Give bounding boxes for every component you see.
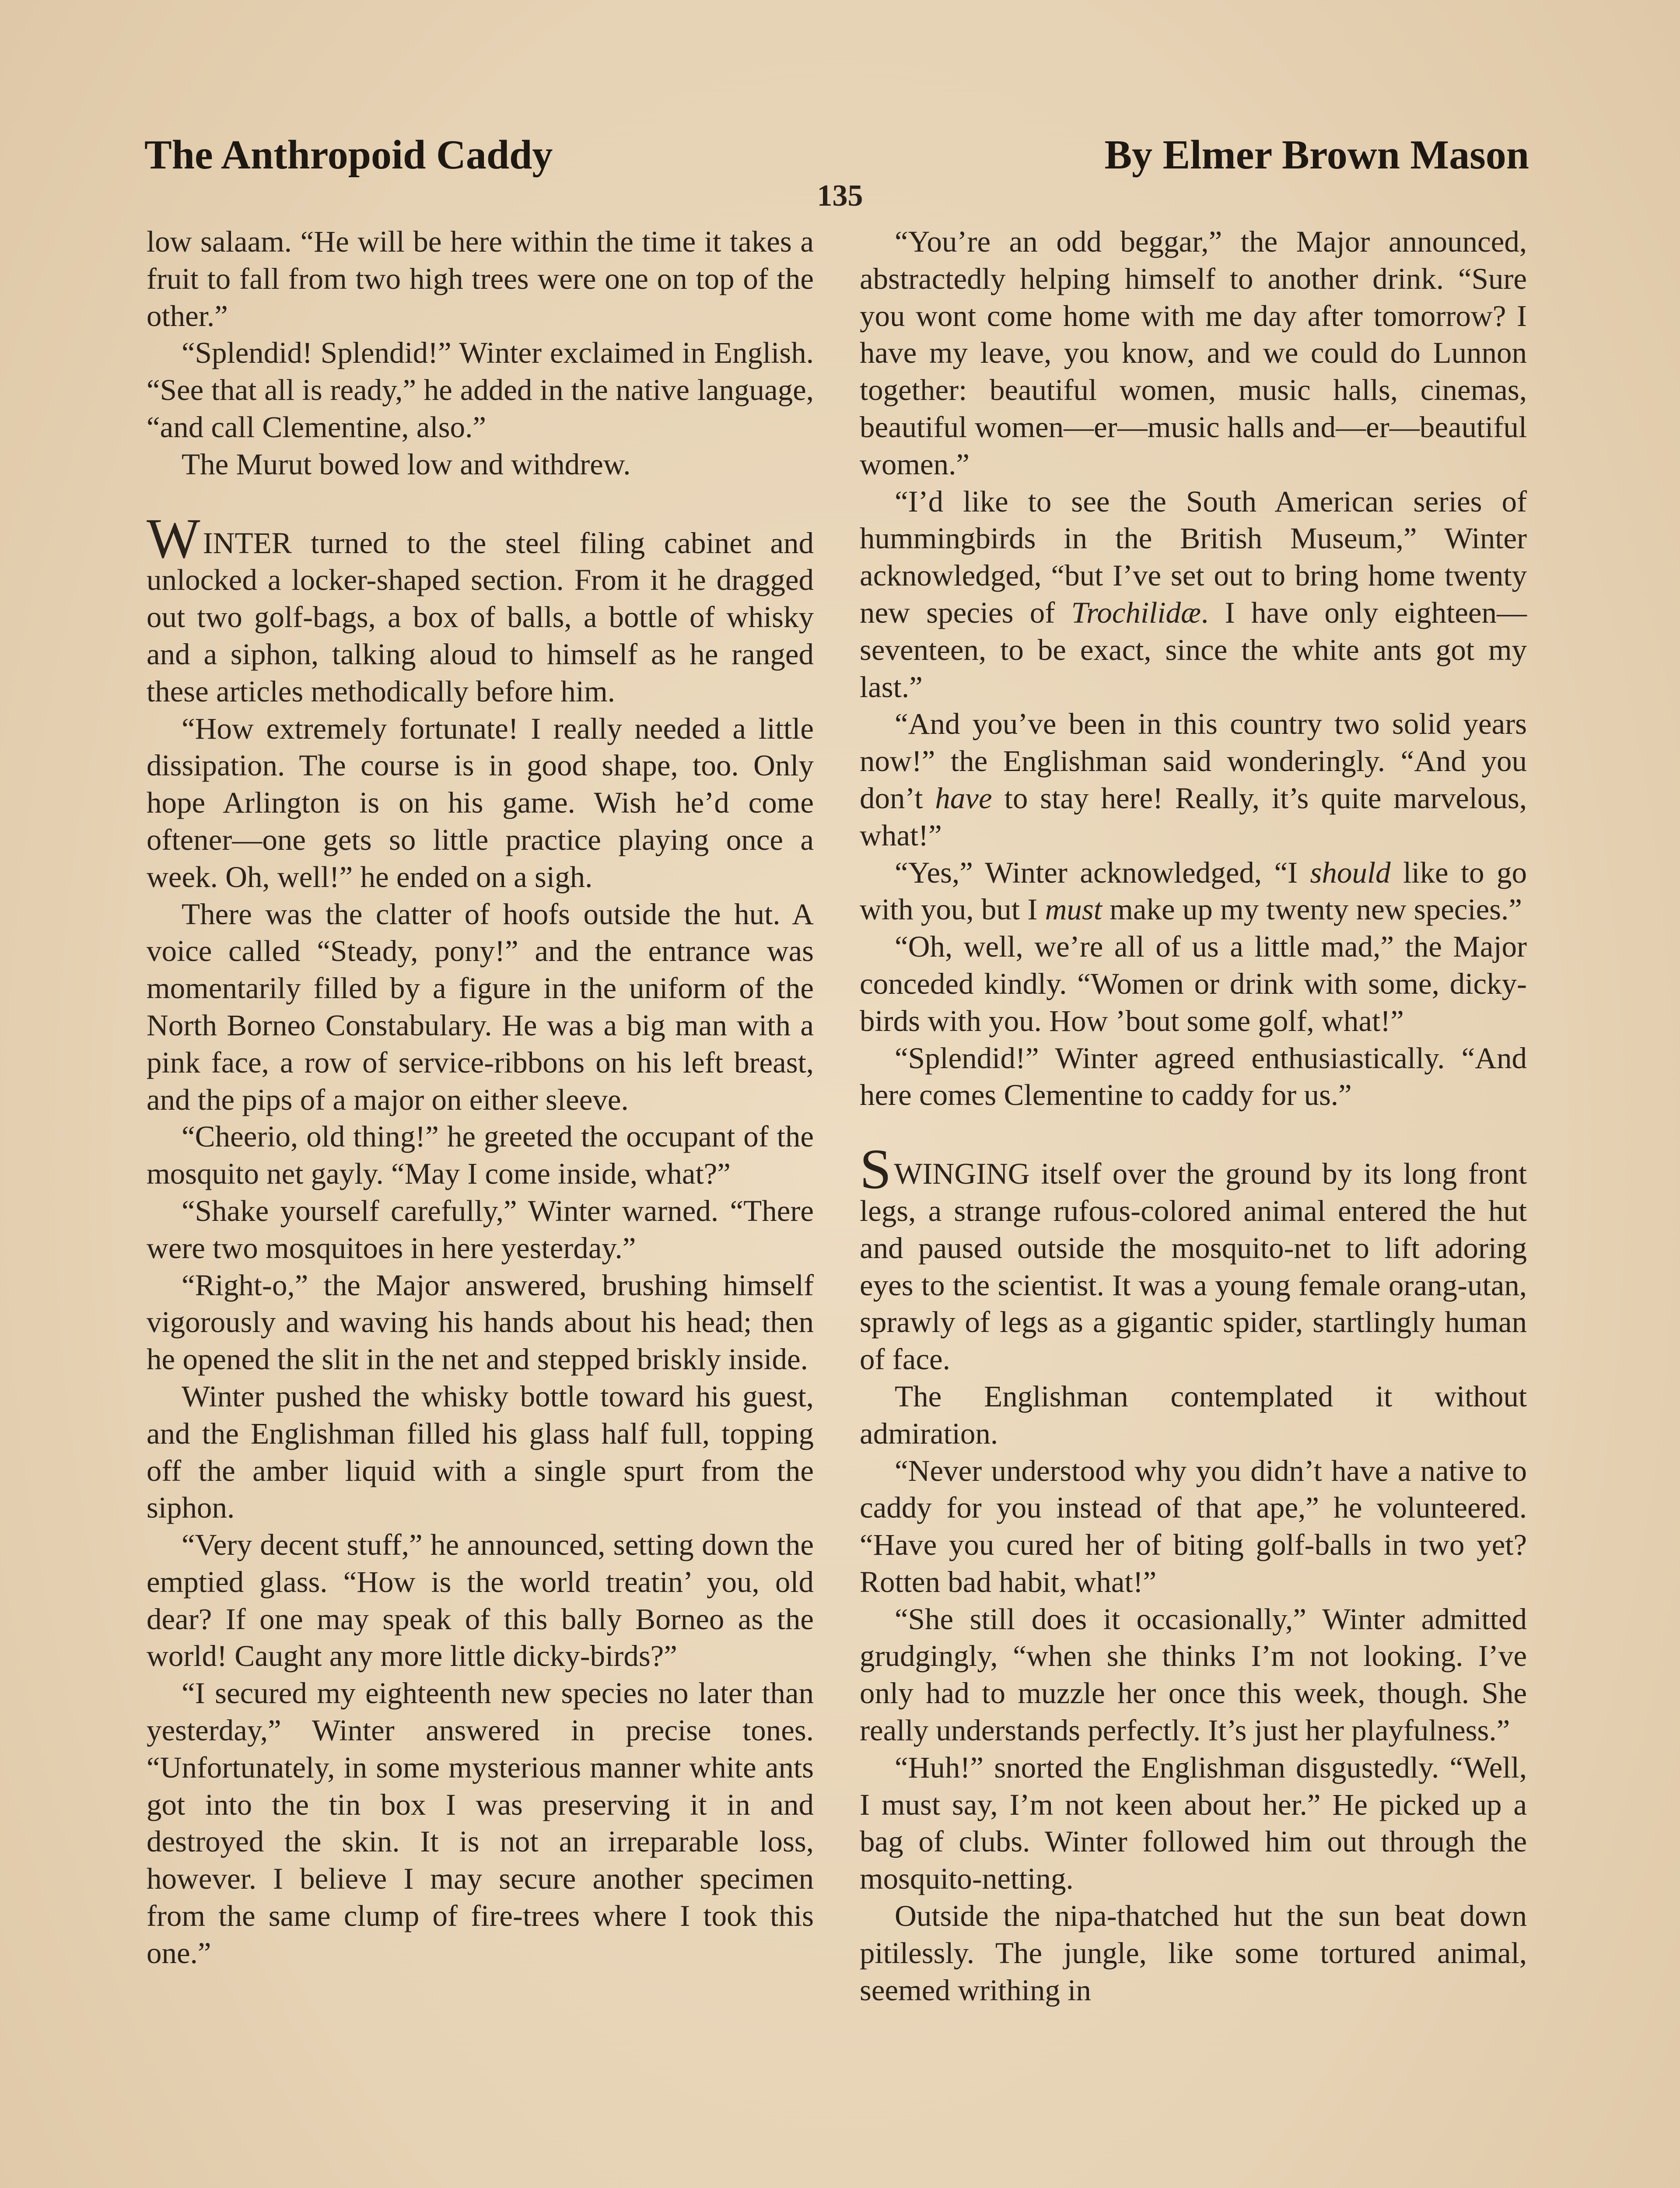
- paragraph: “Cheerio, old thing!” he greeted the occupant of the mosquito net gayly. “May I come inside, what?”: [147, 1120, 814, 1191]
- paragraph-text: “Yes,” Winter acknowledged, “I: [895, 856, 1310, 889]
- paragraph: [860, 854, 1527, 929]
- paragraph-text: make up my twenty new species.”: [1102, 893, 1522, 926]
- italic-text: must: [1045, 893, 1102, 926]
- paragraph: “You’re an odd beggar,” the Major announced, abstractedly helping himself to another drink. “Sure you wont come home with me day after tomorrow? I have my leave, you know, and we could do Lunnon together: beautiful women, music halls, cinemas, beautiful women—er—music halls and—er—beautiful women.”: [860, 225, 1527, 481]
- paragraph-text: “And you’ve been in this country two solid years now!” the Englishman said wonderingly. “And you don’t: [860, 707, 1527, 815]
- paragraph: “Huh!” snorted the Englishman disgustedly. “Well, I must say, I’m not keen about her.” He picked up a bag of clubs. Winter followed him out through the mosquito-netting.: [860, 1750, 1527, 1896]
- drop-cap: W: [147, 507, 200, 570]
- left-column: [147, 223, 814, 1972]
- paragraph: There was the clatter of hoofs outside the hut. A voice called “Steady, pony!” and the entrance was momentarily filled by a figure in the uniform of the North Borneo Constabulary. He was a big man with a pink face, a row of service-ribbons on his left breast, and the pips of a major on either sleeve.: [147, 897, 814, 1116]
- paragraph: Winter pushed the whisky bottle toward his guest, and the Englishman filled his glass half full, topping off the amber liquid with a single spurt from the siphon.: [147, 1379, 814, 1525]
- paragraph: “I secured my eighteenth new species no later than yesterday,” Winter answered in precise tones. “Unfortunately, in some mysterious manner white ants got into the tin box I was preserving it in and destroyed the skin. It is not an irreparable loss, however. I believe I may secure another specimen from the same clump of fire-trees where I took this one.”: [147, 1676, 814, 1970]
- paragraph: [860, 483, 1527, 706]
- italic-text: Trochilidæ: [1071, 596, 1201, 629]
- story-title: The Anthropoid Caddy: [144, 132, 553, 178]
- paragraph-text: to stay here! Really, it’s quite marvelous, what!”: [860, 781, 1527, 852]
- italic-text: should: [1310, 856, 1391, 889]
- drop-cap: S: [860, 1138, 892, 1201]
- paragraph: Outside the nipa-thatched hut the sun beat down pitilessly. The jungle, like some tortured animal, seemed writhing in: [860, 1899, 1527, 2007]
- paragraph: “Splendid!” Winter agreed enthusiastically. “And here comes Clementine to caddy for us.”: [860, 1041, 1527, 1112]
- paragraph: “Very decent stuff,” he announced, setting down the emptied glass. “How is the world treatin’ you, old dear? If one may speak of this bally Borneo as the world! Caught any more little dicky-birds?”: [147, 1528, 814, 1673]
- paragraph: The Murut bowed low and withdrew.: [182, 447, 631, 481]
- paragraph: “She still does it occasionally,” Winter admitted grudgingly, “when she thinks I’m not looking. I’ve only had to muzzle her once this week, though. She really understands perfectly. It’s just her playfulness.”: [860, 1602, 1527, 1747]
- paragraph: [860, 705, 1527, 854]
- section-paragraph: [860, 1138, 1527, 1378]
- paragraph: “Oh, well, we’re all of us a little mad,” the Major conceded kindly. “Women or drink with some, dicky-birds with you. How ’bout some golf, what!”: [860, 930, 1527, 1038]
- paragraph: low salaam. “He will be here within the time it takes a fruit to fall from two high trees were one on top of the other.”: [147, 225, 814, 333]
- paragraph-text: WINGING itself over the ground by its long front legs, a strange rufous-colored animal entered the hut and paused outside the mosquito-net to lift adoring eyes to the scientist. It was a young female orang-utan, sprawly of legs as a gigantic spider, startlingly human of face.: [860, 1157, 1527, 1376]
- italic-text: have: [935, 781, 992, 815]
- byline: By Elmer Brown Mason: [1104, 132, 1529, 178]
- page-number: 135: [817, 179, 863, 213]
- paragraph: “Splendid! Splendid!” Winter exclaimed in English. “See that all is ready,” he added in the native language, “and call Clementine, also.”: [147, 336, 814, 444]
- paragraph-text: “I’d like to see the South American series of hummingbirds in the British Museum,” Winter acknowledged, “but I’ve set out to bring home twenty new species of: [860, 484, 1527, 629]
- paragraph: “How extremely fortunate! I really needed a little dissipation. The course is in good shape, too. Only hope Arlington is on his game. Wish he’d come oftener—one gets so little practice playing once a week. Oh, well!” he ended on a sigh.: [147, 712, 814, 894]
- paragraph: “Right-o,” the Major answered, brushing himself vigorously and waving his hands about his head; then he opened the slit in the net and stepped briskly inside.: [147, 1268, 814, 1376]
- paragraph: “Never understood why you didn’t have a native to caddy for you instead of that ape,” he volunteered. “Have you cured her of biting golf-balls in two yet? Rotten bad habit, what!”: [860, 1454, 1527, 1599]
- section-paragraph: [147, 507, 814, 710]
- paragraph-text: . I have only eighteen—seventeen, to be exact, since the white ants got my last.”: [860, 596, 1527, 704]
- page-header: [144, 131, 1529, 179]
- right-column: [860, 223, 1527, 2009]
- paragraph-text: like to go with you, but I: [860, 856, 1527, 926]
- paragraph: “Shake yourself carefully,” Winter warned. “There were two mosquitoes in here yesterday.”: [147, 1194, 814, 1265]
- paragraph-text: INTER turned to the steel filing cabinet and unlocked a locker-shaped section. From it he dragged out two golf-bags, a box of balls, a bottle of whisky and a siphon, talking aloud to himself as he ranged these articles methodically before him.: [147, 526, 814, 708]
- paragraph: The Englishman contemplated it without admiration.: [860, 1379, 1527, 1450]
